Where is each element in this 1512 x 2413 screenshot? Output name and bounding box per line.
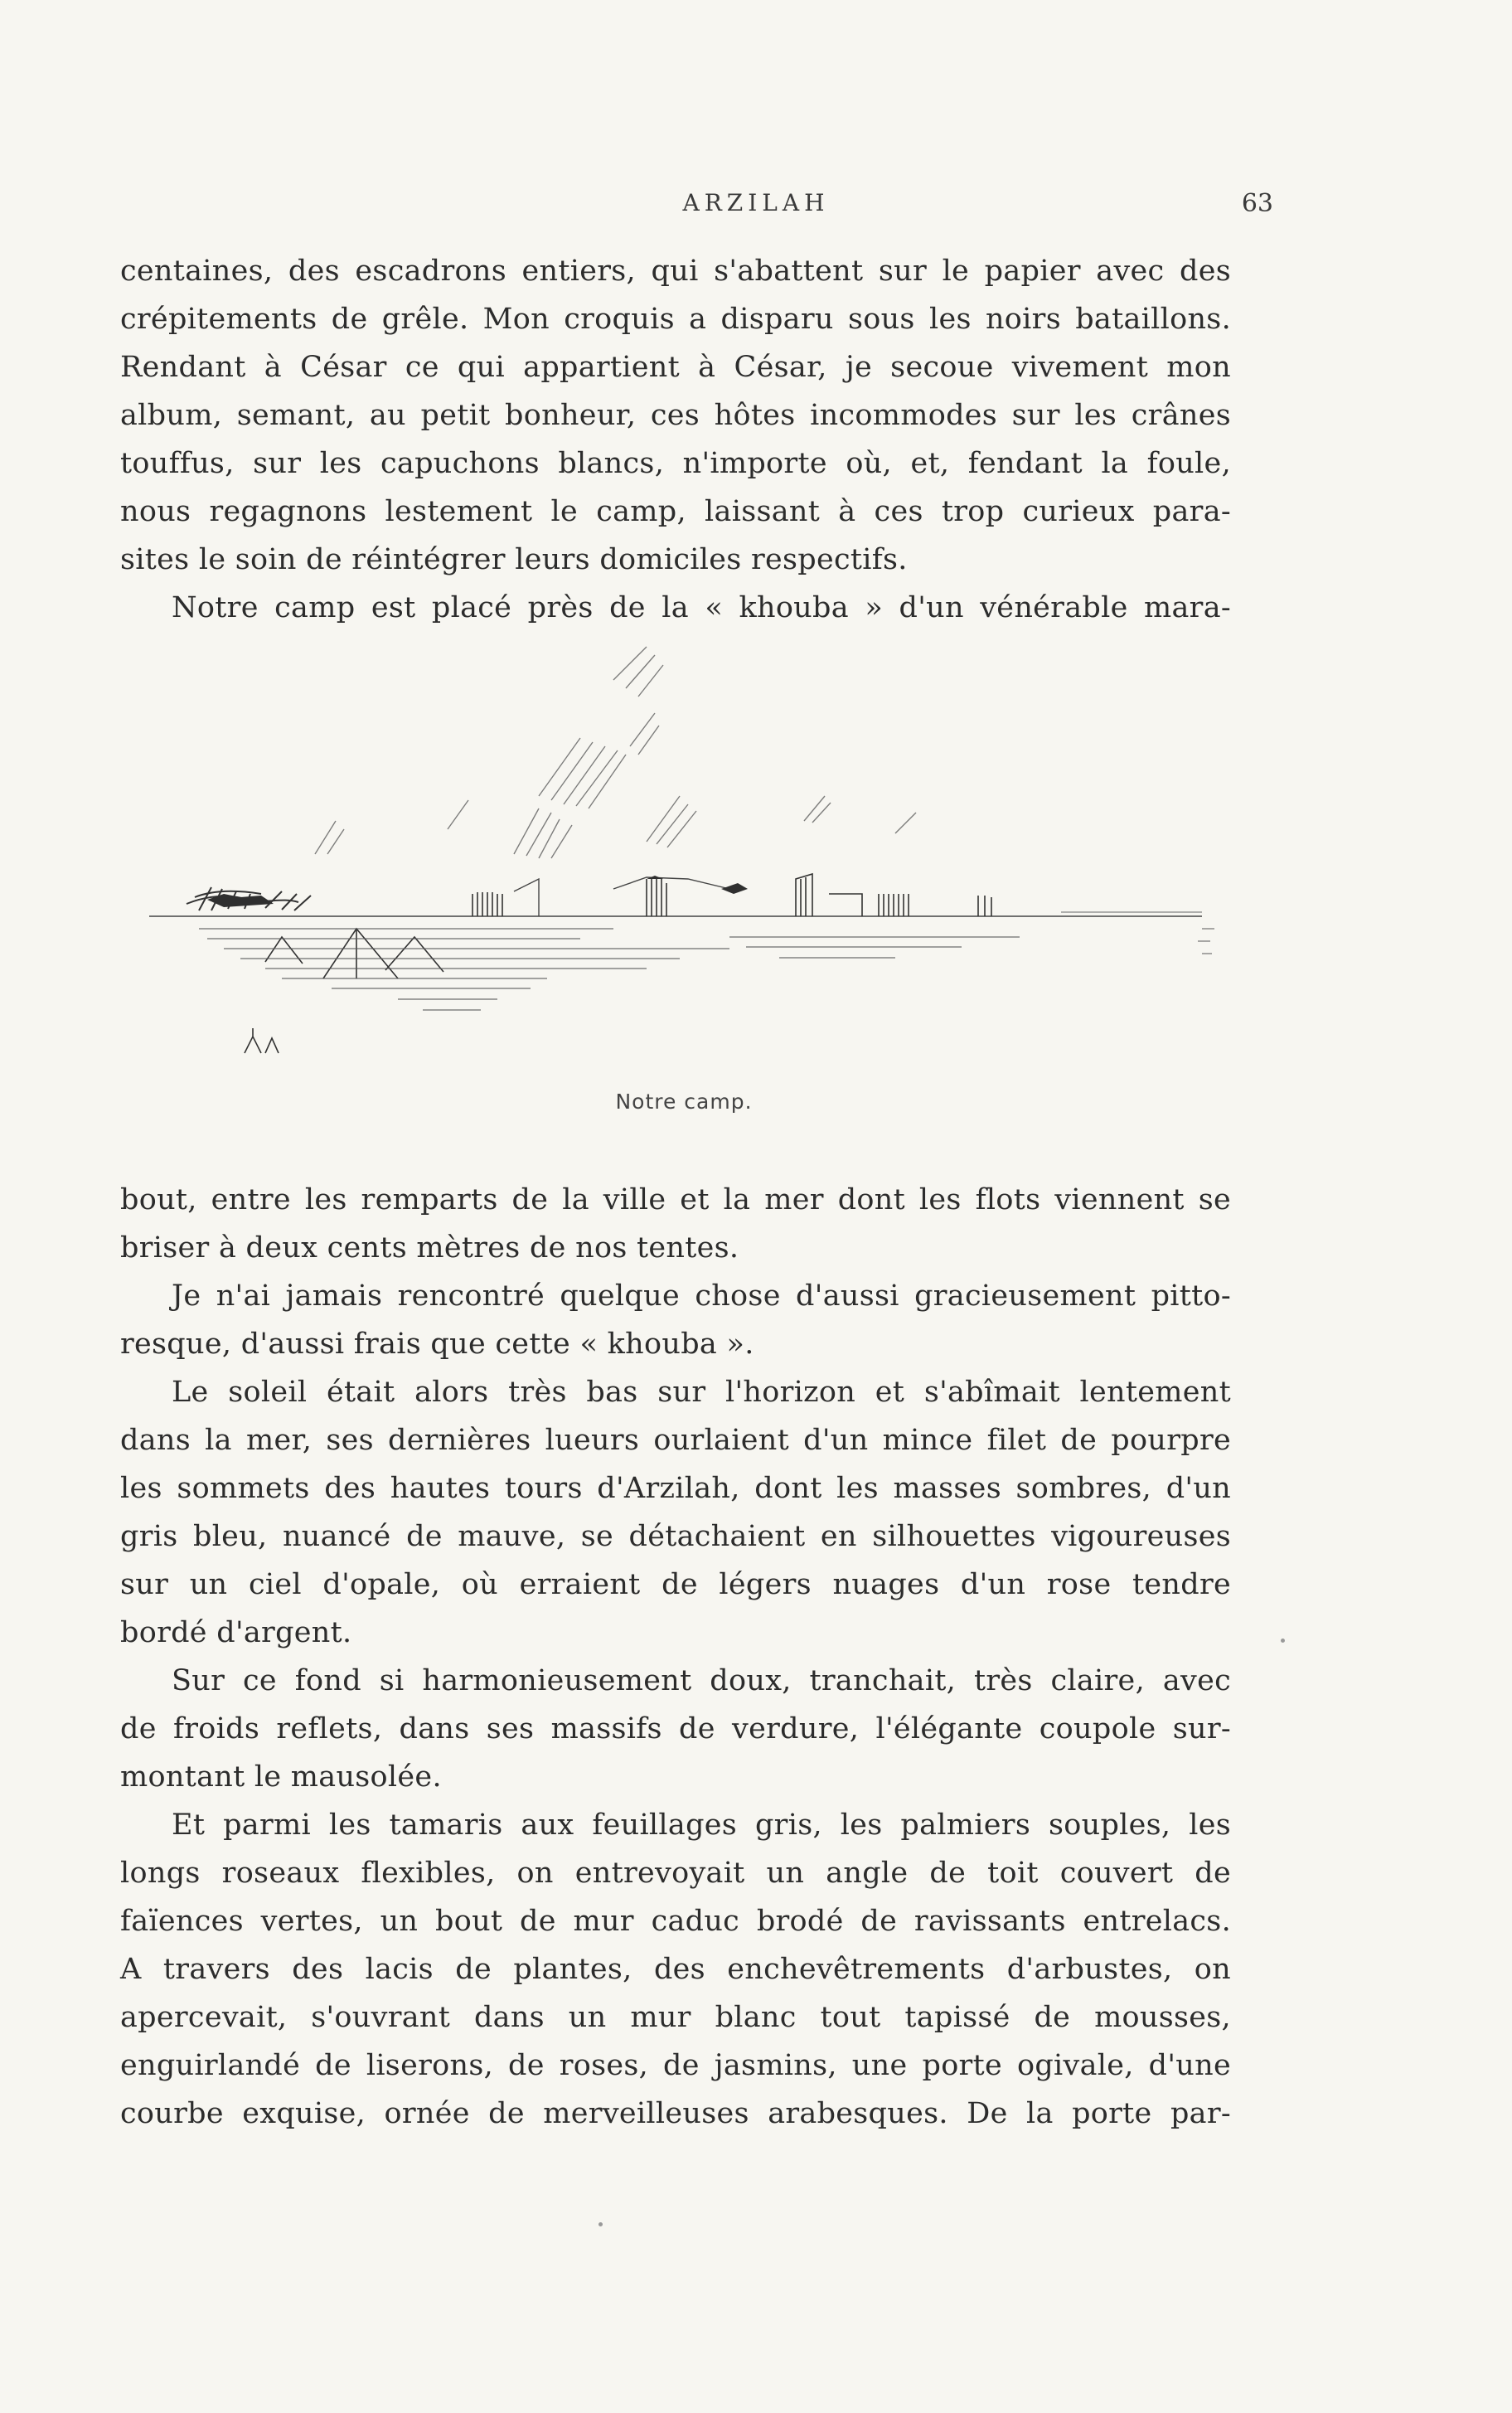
text-line: enguirlandé de liserons, de roses, de jasmins, une porte ogivale, d'une: [120, 2049, 1231, 2082]
text-line: Notre camp est placé près de la « khouba » d'un vénérable mara-: [172, 591, 1231, 624]
text-line: Rendant à César ce qui appartient à César, je secoue vivement mon: [120, 351, 1231, 384]
text-line: de froids reflets, dans ses massifs de verdure, l'élégante coupole sur-: [120, 1712, 1231, 1745]
text-block-top: [120, 247, 1231, 632]
text-line: dans la mer, ses dernières lueurs ourlaient d'un mince filet de pourpre: [120, 1424, 1231, 1457]
figure-caption: Notre camp.: [615, 1090, 753, 1114]
stray-mark: [1281, 1639, 1285, 1643]
camp-sketch: [149, 630, 1252, 1095]
text-line: resque, d'aussi frais que cette « khouba ».: [120, 1328, 754, 1361]
text-line: A travers des lacis de plantes, des enchevêtrements d'arbustes, on: [120, 1953, 1231, 1986]
text-line: les sommets des hautes tours d'Arzilah, dont les masses sombres, d'un: [120, 1472, 1231, 1505]
text-line: nous regagnons lestement le camp, laissant à ces trop curieux para-: [120, 495, 1231, 528]
text-line: courbe exquise, ornée de merveilleuses arabesques. De la porte par-: [120, 2097, 1231, 2130]
text-line: crépitements de grêle. Mon croquis a disparu sous les noirs bataillons.: [120, 303, 1231, 336]
text-line: gris bleu, nuancé de mauve, se détachaient en silhouettes vigoureuses: [120, 1520, 1231, 1553]
text-line: bordé d'argent.: [120, 1616, 352, 1649]
running-head: [0, 189, 1512, 222]
text-line: Sur ce fond si harmonieusement doux, tranchait, très claire, avec: [172, 1664, 1231, 1697]
camp-illustration: [149, 630, 1252, 1095]
text-line: montant le mausolée.: [120, 1760, 442, 1794]
text-line: touffus, sur les capuchons blancs, n'importe où, et, fendant la foule,: [120, 447, 1231, 480]
text-line: apercevait, s'ouvrant dans un mur blanc tout tapissé de mousses,: [120, 2001, 1231, 2034]
stray-mark: [598, 2222, 603, 2226]
text-line: Et parmi les tamaris aux feuillages gris, les palmiers souples, les: [172, 1809, 1231, 1842]
text-line: bout, entre les remparts de la ville et la mer dont les flots viennent se: [120, 1183, 1231, 1216]
text-line: briser à deux cents mètres de nos tentes.: [120, 1231, 739, 1265]
text-line: Je n'ai jamais rencontré quelque chose d'aussi gracieusement pitto-: [172, 1279, 1231, 1313]
text-line: Le soleil était alors très bas sur l'horizon et s'abîmait lentement: [172, 1376, 1231, 1409]
text-line: faïences vertes, un bout de mur caduc brodé de ravissants entrelacs.: [120, 1905, 1231, 1938]
page-number: 63: [1241, 189, 1273, 218]
text-line: sur un ciel d'opale, où erraient de légers nuages d'un rose tendre: [120, 1568, 1231, 1601]
text-line: longs roseaux flexibles, on entrevoyait un angle de toit couvert de: [120, 1857, 1231, 1890]
running-title: ARZILAH: [682, 189, 830, 216]
text-line: sites le soin de réintégrer leurs domiciles respectifs.: [120, 543, 908, 576]
text-line: album, semant, au petit bonheur, ces hôtes incommodes sur les crânes: [120, 399, 1231, 432]
text-block-bottom: [120, 1176, 1231, 2138]
text-line: centaines, des escadrons entiers, qui s'abattent sur le papier avec des: [120, 255, 1231, 288]
